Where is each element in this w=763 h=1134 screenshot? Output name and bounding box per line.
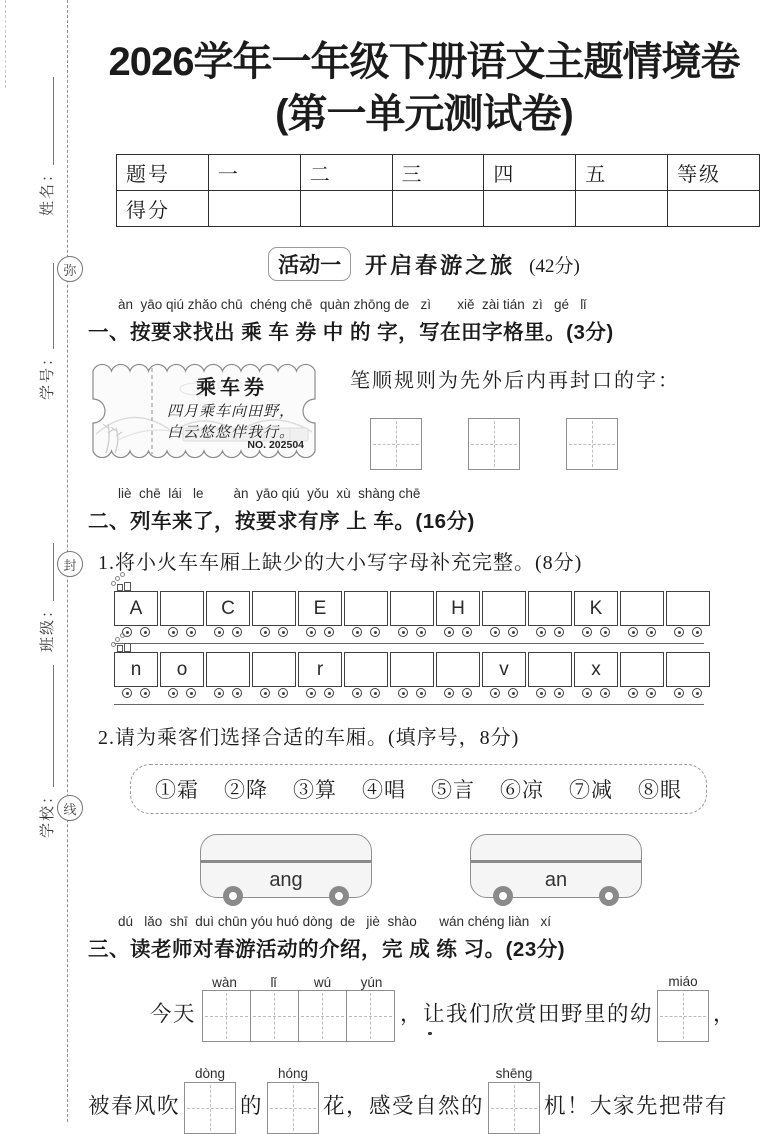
car-letter [666,591,710,626]
tian-grid-box [184,1082,236,1134]
q2-sub1-text: 1.将小火车车厢上缺少的大小写字母补充完整。(8分) [98,552,583,574]
locomotive-chimney-icon [110,574,130,591]
q2-text: 二、列车来了，按要求有序 上 车。(16分) [88,510,475,533]
score-header-cell: 题号 [117,155,209,191]
wheel-icon [278,688,288,698]
bus-wheel-icon [223,886,243,906]
tian-grid-box [488,1082,540,1134]
option-item: ③算 [293,778,337,802]
wheel-icon [444,688,454,698]
q1-body [88,360,760,470]
train-car [482,652,526,698]
pinyin-label: miáo [668,974,698,989]
wheel-icon [628,688,638,698]
tian-grid-box [657,990,709,1042]
train-car [252,652,296,698]
fill-text: 被春风吹 [88,1094,181,1118]
train-car [436,591,480,637]
train-car [620,591,664,637]
score-header-cell: 等级 [668,155,760,191]
answer-box-group [657,974,709,1042]
wheel-icon [306,627,316,637]
fill-text: 机！大家先把带有 [544,1094,729,1118]
car-letter [252,652,296,687]
score-header-cell: 四 [484,155,576,191]
wheel-icon [140,688,150,698]
title-line-2: (第一单元测试卷) [275,92,573,136]
activity-points: (42分) [529,255,580,277]
grid-pinyin-row [200,975,396,990]
class-field [36,543,57,652]
fill-text: ，让我们欣赏田野里的幼 [400,997,653,1042]
tian-grid-box [250,990,299,1042]
car-letter [252,591,296,626]
wheel-icon [674,627,684,637]
seal-char-xian: 线 [57,795,83,821]
train-car [528,591,572,637]
score-empty-cell [208,191,300,227]
train-car [298,591,342,637]
train-car [298,652,342,698]
tian-grid-box [346,990,395,1042]
car-letter [482,591,526,626]
wheel-icon [582,627,592,637]
option-item: ②降 [224,778,268,802]
option-item: ⑤言 [431,778,475,802]
car-letter: n [114,652,158,687]
wheel-icon [674,688,684,698]
train-car [114,652,158,698]
score-empty-cell [484,191,576,227]
bus-stripe [201,860,371,863]
fill-text: 今天 [150,1002,197,1026]
wheel-icon [306,688,316,698]
wheel-icon [398,627,408,637]
wheel-icon [600,688,610,698]
bus-an [470,834,642,898]
tian-grid-box [566,418,618,470]
option-item: ④唱 [362,778,406,802]
wheel-icon [168,627,178,637]
option-item: ⑥凉 [500,778,544,802]
wheel-icon [508,627,518,637]
wheel-icon [692,627,702,637]
wheel-icon [140,627,150,637]
q2-option-box [130,764,707,814]
train-car [344,652,388,698]
car-letter [666,652,710,687]
train-car [160,591,204,637]
wheel-icon [214,627,224,637]
wheel-icon [398,688,408,698]
train-car [482,591,526,637]
car-letter: v [482,652,526,687]
train-car [114,591,158,637]
train-car [620,652,664,698]
score-row-label: 得分 [117,191,209,227]
wheel-icon [352,688,362,698]
car-letter: o [160,652,204,687]
wheel-icon [214,688,224,698]
wheel-icon [536,627,546,637]
score-header-cell: 二 [300,155,392,191]
car-letter [206,652,250,687]
wheel-icon [646,688,656,698]
pinyin-label: shēng [495,1066,533,1081]
wheel-icon [462,688,472,698]
score-header-cell: 一 [208,155,300,191]
q3-pinyin: dú lǎo shī duì chūn yóu huó dòng de jiè shào wán chéng liàn xí [118,914,552,929]
wheel-icon [444,627,454,637]
score-value-row [117,191,760,227]
wheel-icon [232,627,242,637]
car-letter: E [298,591,342,626]
score-table [116,154,760,227]
answer-grid [202,990,395,1042]
class-blank-line [53,543,54,601]
seal-char-mi: 弥 [57,256,83,282]
score-header-row [117,155,760,191]
q3-text: 三、读老师对春游活动的介绍，完 成 练 习。(23分) [88,938,566,961]
ticket-verse-line2: 白云悠悠伴我行。 [166,425,295,441]
wheel-icon [416,627,426,637]
pinyin-label: yún [360,975,383,990]
tian-grid-box [298,990,347,1042]
q1-rule-column [350,360,760,470]
train-car [252,591,296,637]
wheel-icon [168,688,178,698]
q3-fill-line-2 [88,1066,760,1134]
wheel-icon [582,688,592,698]
train-lowercase [114,652,704,705]
train-car [344,591,388,637]
activity-badge: 活动一 [268,247,351,281]
bus-ang [200,834,372,898]
car-letter [620,652,664,687]
tian-grid-box [267,1082,319,1134]
train-car [160,652,204,698]
wheel-icon [260,688,270,698]
wheel-icon [554,627,564,637]
car-letter: r [298,652,342,687]
q1-rule-text: 笔顺规则为先外后内再封口的字： [350,370,680,392]
wheel-icon [554,688,564,698]
train-uppercase [114,591,704,644]
student-id-label: 学号： [40,348,56,400]
car-letter: A [114,591,158,626]
ticket-number: NO. 202504 [247,439,304,451]
wheel-icon [536,688,546,698]
wheel-icon [490,627,500,637]
q3-fill-line-1 [150,974,760,1042]
train-car [666,591,710,637]
bus-stripe [471,860,641,863]
wheel-icon [186,688,196,698]
car-letter: K [574,591,618,626]
fill-text: ， [713,1002,737,1026]
wheel-icon [416,688,426,698]
wheel-icon [628,627,638,637]
seal-char-feng: 封 [57,551,83,577]
car-letter [160,591,204,626]
wheel-icon [692,688,702,698]
train-car [436,652,480,698]
pinyin-label: wú [313,975,332,990]
score-empty-cell [392,191,484,227]
wheel-icon [186,627,196,637]
school-blank-line [53,665,54,787]
option-item: ⑦减 [569,778,613,802]
train-car [574,652,618,698]
q2-sub2-text: 2.请为乘客们选择合适的车厢。(填序号，8分) [98,727,520,749]
car-letter [344,652,388,687]
wheel-icon [508,688,518,698]
bus-label: an [544,869,568,891]
bus-ticket [88,360,320,462]
tian-grid-box [202,990,251,1042]
answer-box-group [184,1066,236,1134]
car-letter [436,652,480,687]
train-car [206,652,250,698]
car-letter [528,652,572,687]
wheel-icon [324,688,334,698]
wheel-icon [122,688,132,698]
fill-text: 花，感受自然的 [323,1094,485,1118]
wheel-icon [352,627,362,637]
car-letter: x [574,652,618,687]
car-letter: H [436,591,480,626]
student-id-field [36,263,57,400]
exam-paper [88,0,760,1134]
locomotive-chimney-icon [110,635,130,652]
train-car [206,591,250,637]
class-label: 班级： [40,600,56,652]
page-title [88,36,760,140]
score-header-cell: 三 [392,155,484,191]
tian-grid-box [468,418,520,470]
score-empty-cell [668,191,760,227]
pinyin-label: wàn [212,975,237,990]
bus-label: ang [269,869,303,891]
ticket-title: 乘车券 [196,377,268,399]
score-empty-cell [576,191,668,227]
wheel-icon [600,627,610,637]
q2-pinyin: liè chē lái le àn yāo qiú yǒu xù shàng chē [118,486,421,501]
car-letter: C [206,591,250,626]
wheel-icon [370,627,380,637]
train-car [574,591,618,637]
bus-row [200,834,760,898]
train-car [390,652,434,698]
school-field [36,665,57,838]
q1-answer-boxes [370,418,760,470]
fill-text: 的 [240,1094,264,1118]
car-letter [390,652,434,687]
pinyin-label: dòng [194,1066,226,1081]
name-blank-line [53,77,54,165]
pinyin-label: lǐ [270,975,277,990]
name-label: 姓名： [40,164,56,216]
wheel-icon [490,688,500,698]
wheel-icon [232,688,242,698]
corner-dashed-line [5,0,6,88]
wheel-icon [324,627,334,637]
train-car [666,652,710,698]
q1-text: 一、按要求找出 乘 车 券 中 的 字，写在田字格里。(3分) [88,321,614,344]
wheel-icon [646,627,656,637]
car-letter [620,591,664,626]
score-header-cell: 五 [576,155,668,191]
wheel-icon [370,688,380,698]
car-letter [390,591,434,626]
train-car [528,652,572,698]
wheel-icon [278,627,288,637]
answer-box-group [267,1066,319,1134]
answer-box-group [488,1066,540,1134]
ticket-verse-line1: 四月乘车向田野， [166,404,295,420]
bus-wheel-icon [329,886,349,906]
answer-grid-group [200,975,396,1042]
title-line-1: 2026学年一年级下册语文主题情境卷 [108,40,740,84]
name-field [36,77,57,216]
tian-grid-box [370,418,422,470]
student-id-blank-line [53,263,54,349]
bus-wheel-icon [493,886,513,906]
q1-pinyin: àn yāo qiú zhǎo chū chéng chē quàn zhōng de zì xiě zài tián zì gé lǐ [118,297,587,312]
wheel-icon [260,627,270,637]
pinyin-label: hóng [278,1066,309,1081]
bus-wheel-icon [599,886,619,906]
score-empty-cell [300,191,392,227]
school-label: 学校： [40,786,56,838]
option-item: ⑧眼 [638,778,682,802]
car-letter [344,591,388,626]
wheel-icon [462,627,472,637]
activity-header [88,247,760,281]
option-item: ①霜 [155,778,199,802]
train-car [390,591,434,637]
car-letter [528,591,572,626]
activity-title: 开启春游之旅 [365,252,516,278]
